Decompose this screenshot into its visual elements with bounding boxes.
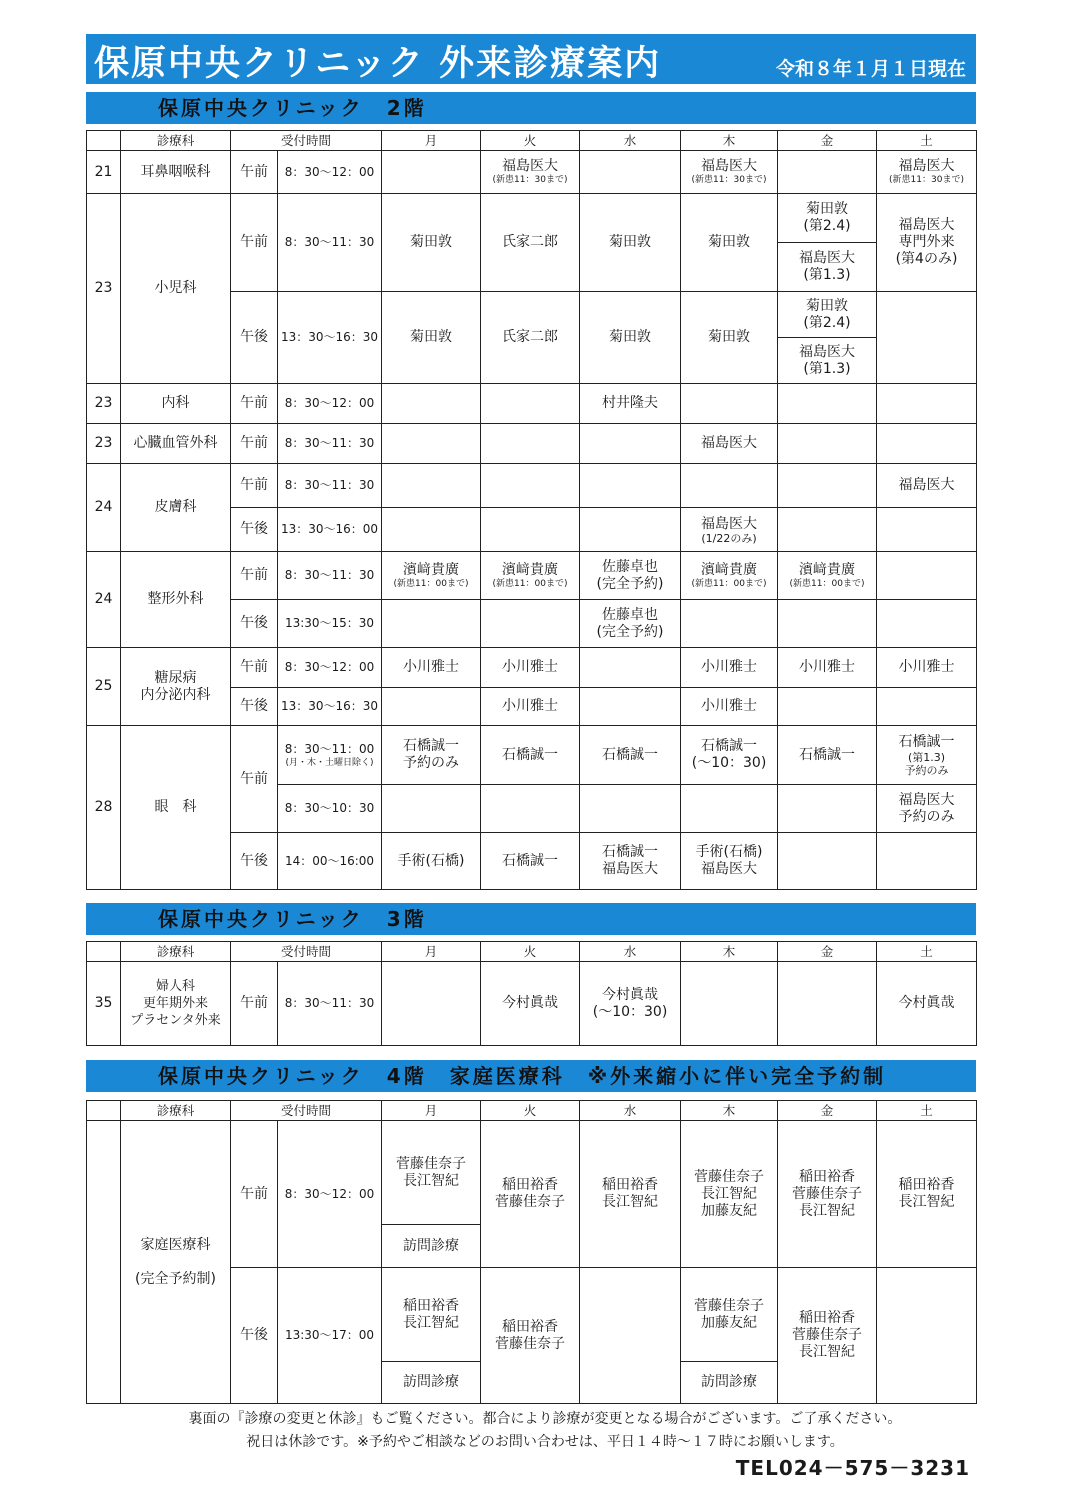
table-row-peds-am1 xyxy=(87,194,977,243)
header-tue: 火 xyxy=(481,131,580,151)
cell-fri-b: 福島医大 (第1.3) xyxy=(778,243,877,292)
table-row-internal xyxy=(87,384,977,424)
reception-time: 8：30～12：00 xyxy=(278,151,382,194)
reception-time: 8：30～11：00 (月・木・土曜日除く) xyxy=(278,726,382,785)
header-fri: 金 xyxy=(778,131,877,151)
period: 午後 xyxy=(231,292,278,384)
dept-name: 家庭医療科 (完全予約制) xyxy=(121,1121,231,1404)
header-thu: 木 xyxy=(681,1101,778,1121)
cell-tue: 今村眞哉 xyxy=(481,962,580,1046)
period: 午前 xyxy=(231,1121,278,1268)
cell-fri: 稲田裕香 菅藤佳奈子 長江智紀 xyxy=(778,1268,877,1404)
cell-mon: 石橋誠一 予約のみ xyxy=(382,726,481,785)
period: 午前 xyxy=(231,648,278,688)
period: 午前 xyxy=(231,726,278,833)
reception-time: 8：30～12：00 xyxy=(278,384,382,424)
cell-wed: 石橋誠一 福島医大 xyxy=(580,833,681,890)
header-time: 受付時間 xyxy=(231,131,382,151)
reception-time: 8：30～11：30 xyxy=(278,962,382,1046)
cell-sat: 福島医大 専門外来 (第4のみ) xyxy=(877,194,977,292)
cell-tue: 稲田裕香 菅藤佳奈子 xyxy=(481,1121,580,1268)
header-thu: 木 xyxy=(681,942,778,962)
dept-name: 耳鼻咽喉科 xyxy=(121,151,231,194)
period: 午前 xyxy=(231,194,278,292)
cell-sat: 福島医大 xyxy=(877,464,977,508)
reception-time: 13：30～16：30 xyxy=(278,292,382,384)
table-header-row xyxy=(87,942,977,962)
reception-time: 8：30～11：30 xyxy=(278,424,382,464)
cell-wed: 佐藤卓也 (完全予約) xyxy=(580,552,681,600)
cell-thu: 福島医大 (新患11：30まで) xyxy=(681,151,778,194)
room-number: 35 xyxy=(87,962,121,1046)
cell-fri: 濱﨑貴廣 (新患11：00まで) xyxy=(778,552,877,600)
header-mon: 月 xyxy=(382,131,481,151)
period: 午前 xyxy=(231,962,278,1046)
reception-time: 8：30～12：00 xyxy=(278,1121,382,1268)
header-time: 受付時間 xyxy=(231,1101,382,1121)
section-floor2-banner: 保原中央クリニック 2階 xyxy=(86,92,976,124)
header-tue: 火 xyxy=(481,1101,580,1121)
telephone-number: TEL024－575－3231 xyxy=(735,1456,970,1480)
section-floor3-banner: 保原中央クリニック 3階 xyxy=(86,903,976,935)
room-number: 24 xyxy=(87,464,121,552)
dept-name: 婦人科 更年期外来 プラセンタ外来 xyxy=(121,962,231,1046)
cell-mon: 小川雅士 xyxy=(382,648,481,688)
cell-sat: 福島医大 (新患11：30まで) xyxy=(877,151,977,194)
dept-name: 内科 xyxy=(121,384,231,424)
table-row-family-am1 xyxy=(87,1121,977,1225)
cell-sat: 石橋誠一 (第1.3) 予約のみ xyxy=(877,726,977,785)
period: 午前 xyxy=(231,384,278,424)
room-number: 23 xyxy=(87,424,121,464)
cell-sat: 小川雅士 xyxy=(877,648,977,688)
reception-time: 13：30～16：30 xyxy=(278,688,382,726)
cell-thu: 福島医大 (1/22のみ) xyxy=(681,508,778,552)
header-mon: 月 xyxy=(382,1101,481,1121)
cell-tue: 石橋誠一 xyxy=(481,726,580,785)
cell-mon-visit: 訪問診療 xyxy=(382,1225,481,1268)
cell-fri-b: 福島医大 (第1.3) xyxy=(778,338,877,384)
header-sat: 土 xyxy=(877,1101,977,1121)
cell-thu: 菊田敦 xyxy=(681,194,778,292)
cell-mon: 手術(石橋) xyxy=(382,833,481,890)
table-row-eye-am1 xyxy=(87,726,977,785)
cell-mon: 菅藤佳奈子 長江智紀 xyxy=(382,1121,481,1225)
cell-wed: 稲田裕香 長江智紀 xyxy=(580,1121,681,1268)
header-wed: 水 xyxy=(580,131,681,151)
header-time: 受付時間 xyxy=(231,942,382,962)
header-mon: 月 xyxy=(382,942,481,962)
cell-wed: 今村眞哉 (～10：30) xyxy=(580,962,681,1046)
reception-time: 8：30～10：30 xyxy=(278,785,382,833)
cell-mon: 濱﨑貴廣 (新患11：00まで) xyxy=(382,552,481,600)
cell-fri-a: 菊田敦 (第2.4) xyxy=(778,292,877,338)
cell-tue: 石橋誠一 xyxy=(481,833,580,890)
table-header-row xyxy=(87,1101,977,1121)
period: 午後 xyxy=(231,600,278,648)
dept-name: 心臓血管外科 xyxy=(121,424,231,464)
cell-fri-a: 菊田敦 (第2.4) xyxy=(778,194,877,243)
header-dept: 診療科 xyxy=(121,1101,231,1121)
cell-thu: 手術(石橋) 福島医大 xyxy=(681,833,778,890)
period: 午後 xyxy=(231,833,278,890)
header-dept: 診療科 xyxy=(121,942,231,962)
footer-note-1: 裏面の『診療の変更と休診』もご覧ください。都合により診療が変更となる場合がございます。ご了承ください。 xyxy=(188,1411,902,1427)
room-number: 23 xyxy=(87,194,121,384)
period: 午前 xyxy=(231,424,278,464)
reception-time: 8：30～11：30 xyxy=(278,194,382,292)
room-number: 28 xyxy=(87,726,121,890)
cell-wed: 石橋誠一 xyxy=(580,726,681,785)
cell-mon: 菊田敦 xyxy=(382,292,481,384)
reception-time: 13:30～17：00 xyxy=(278,1268,382,1404)
cell-tue: 氏家二郎 xyxy=(481,194,580,292)
cell-mon: 菊田敦 xyxy=(382,194,481,292)
header-fri: 金 xyxy=(778,942,877,962)
footer-note-2: 祝日は休診です。※予約やご相談などのお問い合わせは、平日１４時～１７時にお願いします。 xyxy=(246,1434,844,1450)
room-number: 25 xyxy=(87,648,121,726)
floor4-schedule-table xyxy=(86,1100,977,1404)
cell-tue: 小川雅士 xyxy=(481,648,580,688)
cell-thu: 石橋誠一 (～10：30) xyxy=(681,726,778,785)
dept-name: 糖尿病 内分泌内科 xyxy=(121,648,231,726)
cell-wed: 菊田敦 xyxy=(580,292,681,384)
cell-tue: 福島医大 (新患11：30まで) xyxy=(481,151,580,194)
cell-sat: 稲田裕香 長江智紀 xyxy=(877,1121,977,1268)
header-sat: 土 xyxy=(877,131,977,151)
reception-time: 13：30～16：00 xyxy=(278,508,382,552)
cell-thu: 菅藤佳奈子 加藤友紀 xyxy=(681,1268,778,1362)
cell-thu-visit: 訪問診療 xyxy=(681,1362,778,1404)
dept-name: 眼 科 xyxy=(121,726,231,890)
cell-tue: 小川雅士 xyxy=(481,688,580,726)
floor2-schedule-table xyxy=(86,130,977,890)
reception-time: 8：30～11：30 xyxy=(278,464,382,508)
cell-fri: 稲田裕香 菅藤佳奈子 長江智紀 xyxy=(778,1121,877,1268)
cell-tue: 氏家二郎 xyxy=(481,292,580,384)
room-number: 24 xyxy=(87,552,121,648)
period: 午前 xyxy=(231,552,278,600)
header-wed: 水 xyxy=(580,942,681,962)
cell-tue: 稲田裕香 菅藤佳奈子 xyxy=(481,1268,580,1404)
cell-wed: 村井隆夫 xyxy=(580,384,681,424)
cell-mon-visit: 訪問診療 xyxy=(382,1362,481,1404)
cell-fri: 石橋誠一 xyxy=(778,726,877,785)
effective-date: 令和８年１月１日現在 xyxy=(775,58,966,80)
period: 午前 xyxy=(231,464,278,508)
table-row-cardio xyxy=(87,424,977,464)
table-row-gyn xyxy=(87,962,977,1046)
cell-thu: 小川雅士 xyxy=(681,648,778,688)
cell-mon: 稲田裕香 長江智紀 xyxy=(382,1268,481,1362)
reception-time: 14：00～16:00 xyxy=(278,833,382,890)
cell-sat: 福島医大 予約のみ xyxy=(877,785,977,833)
reception-time: 8：30～12：00 xyxy=(278,648,382,688)
table-row-diabetes-am xyxy=(87,648,977,688)
header-wed: 水 xyxy=(580,1101,681,1121)
cell-thu: 濱﨑貴廣 (新患11：00まで) xyxy=(681,552,778,600)
header-tue: 火 xyxy=(481,942,580,962)
header-sat: 土 xyxy=(877,942,977,962)
title-banner xyxy=(86,34,976,84)
table-row-ent xyxy=(87,151,977,194)
room-number: 21 xyxy=(87,151,121,194)
section-floor4-banner: 保原中央クリニック 4階 家庭医療科 ※外来縮小に伴い完全予約制 xyxy=(86,1060,976,1092)
cell-thu: 菅藤佳奈子 長江智紀 加藤友紀 xyxy=(681,1121,778,1268)
table-row-ortho-am xyxy=(87,552,977,600)
cell-sat: 今村眞哉 xyxy=(877,962,977,1046)
period: 午後 xyxy=(231,688,278,726)
reception-time: 13:30～15：30 xyxy=(278,600,382,648)
header-fri: 金 xyxy=(778,1101,877,1121)
cell-fri: 小川雅士 xyxy=(778,648,877,688)
period: 午後 xyxy=(231,1268,278,1404)
reception-time: 8：30～11：30 xyxy=(278,552,382,600)
period: 午後 xyxy=(231,508,278,552)
cell-tue: 濱﨑貴廣 (新患11：00まで) xyxy=(481,552,580,600)
cell-thu: 小川雅士 xyxy=(681,688,778,726)
room-number: 23 xyxy=(87,384,121,424)
table-row-derm-am xyxy=(87,464,977,508)
table-header-row xyxy=(87,131,977,151)
dept-name: 整形外科 xyxy=(121,552,231,648)
cell-wed: 菊田敦 xyxy=(580,194,681,292)
cell-wed: 佐藤卓也 (完全予約) xyxy=(580,600,681,648)
cell-thu: 福島医大 xyxy=(681,424,778,464)
period: 午前 xyxy=(231,151,278,194)
header-thu: 木 xyxy=(681,131,778,151)
dept-name: 小児科 xyxy=(121,194,231,384)
dept-name: 皮膚科 xyxy=(121,464,231,552)
floor3-schedule-table xyxy=(86,941,977,1046)
cell-thu: 菊田敦 xyxy=(681,292,778,384)
header-dept: 診療科 xyxy=(121,131,231,151)
page-title: 保原中央クリニック 外来診療案内 xyxy=(94,44,662,84)
